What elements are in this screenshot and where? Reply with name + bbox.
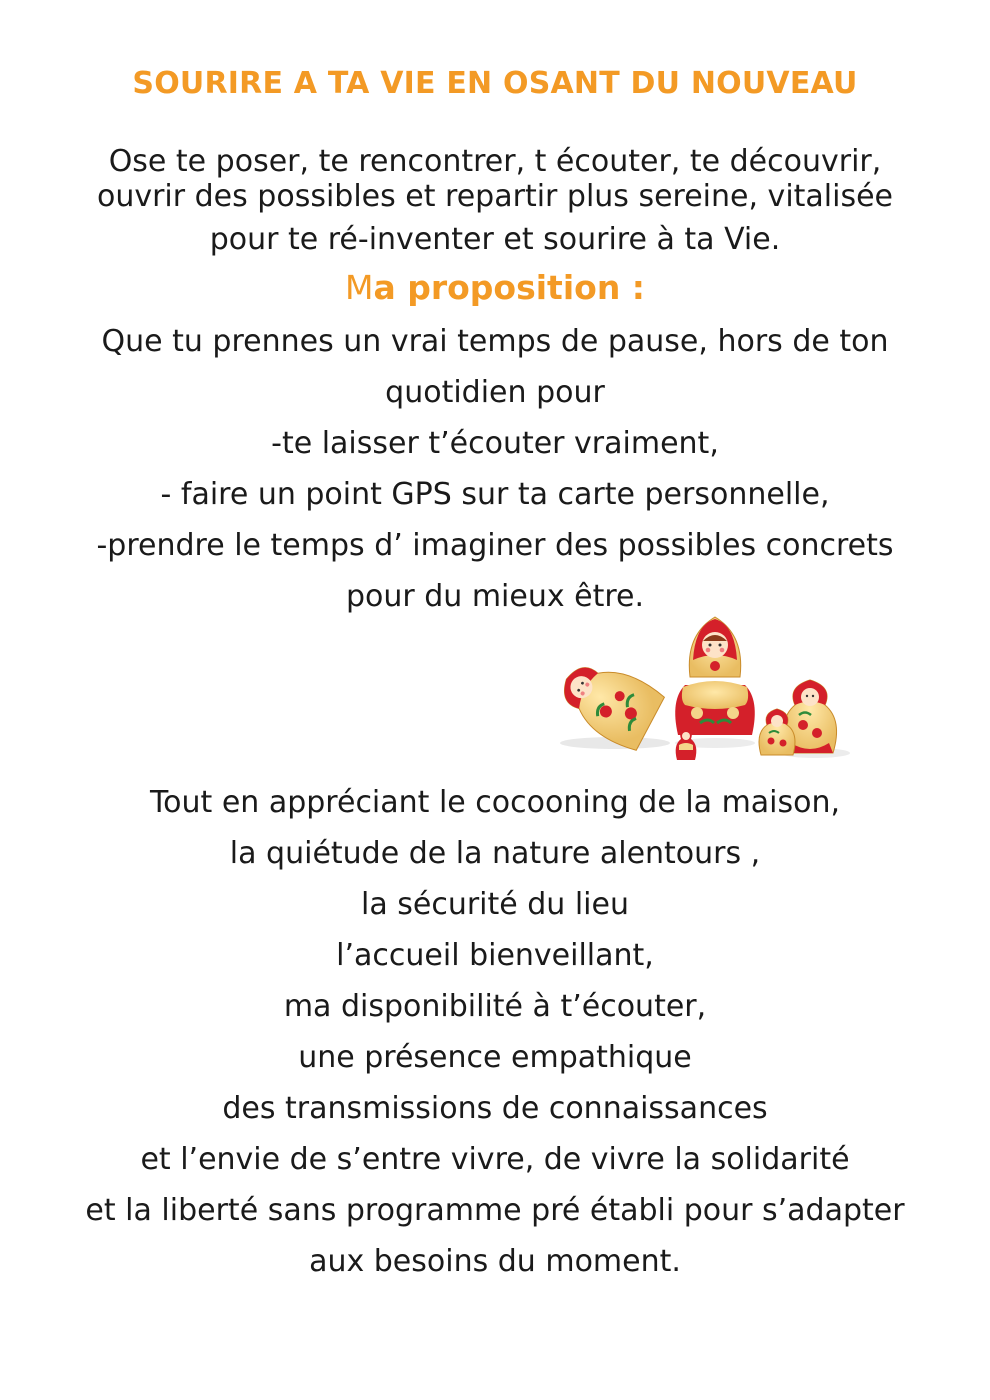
fallen-doll [555, 650, 666, 753]
closing-line: la quiétude de la nature alentours , [229, 836, 761, 871]
proposal-heading-prefix: M [345, 268, 374, 307]
closing-line: ma disponibilité à t’écouter, [283, 989, 707, 1024]
proposal-heading [0, 268, 990, 307]
intro-line: ouvrir des possibles et repartir plus sereine, vitalisée [96, 179, 894, 214]
closing-line: aux besoins du moment. [309, 1244, 681, 1279]
closing-line: des transmissions de connaissances [222, 1091, 768, 1126]
proposal-line: -te laisser t’écouter vraiment, [271, 426, 719, 461]
open-doll [675, 617, 755, 735]
closing-line: la sécurité du lieu [360, 887, 629, 922]
closing-line: et l’envie de s’entre vivre, de vivre la solidarité [140, 1142, 850, 1177]
proposal-line: quotidien pour [385, 375, 605, 410]
matryoshka-dolls-illustration [555, 605, 875, 785]
closing-line: et la liberté sans programme pré établi pour s’adapter [85, 1193, 905, 1228]
proposal-text [20, 316, 970, 622]
page-title: SOURIRE A TA VIE EN OSANT DU NOUVEAU [132, 66, 858, 101]
intro-paragraph [20, 142, 970, 260]
closing-line: l’accueil bienveillant, [336, 938, 654, 973]
closing-line: Tout en appréciant le cocooning de la maison, [149, 785, 841, 820]
intro-line: pour te ré-inventer et sourire à ta Vie. [209, 222, 781, 257]
intro-line: Ose te poser, te rencontrer, t écouter, te découvrir, [108, 144, 882, 179]
proposal-line: - faire un point GPS sur ta carte personnelle, [160, 477, 830, 512]
proposal-line: -prendre le temps d’ imaginer des possibles concrets [96, 528, 894, 563]
proposal-line: Que tu prennes un vrai temps de pause, hors de ton [101, 324, 889, 359]
closing-text [10, 777, 980, 1287]
proposal-heading-rest: a proposition : [373, 268, 645, 307]
closing-line: une présence empathique [298, 1040, 692, 1075]
proposal-line: pour du mieux être. [345, 579, 645, 614]
